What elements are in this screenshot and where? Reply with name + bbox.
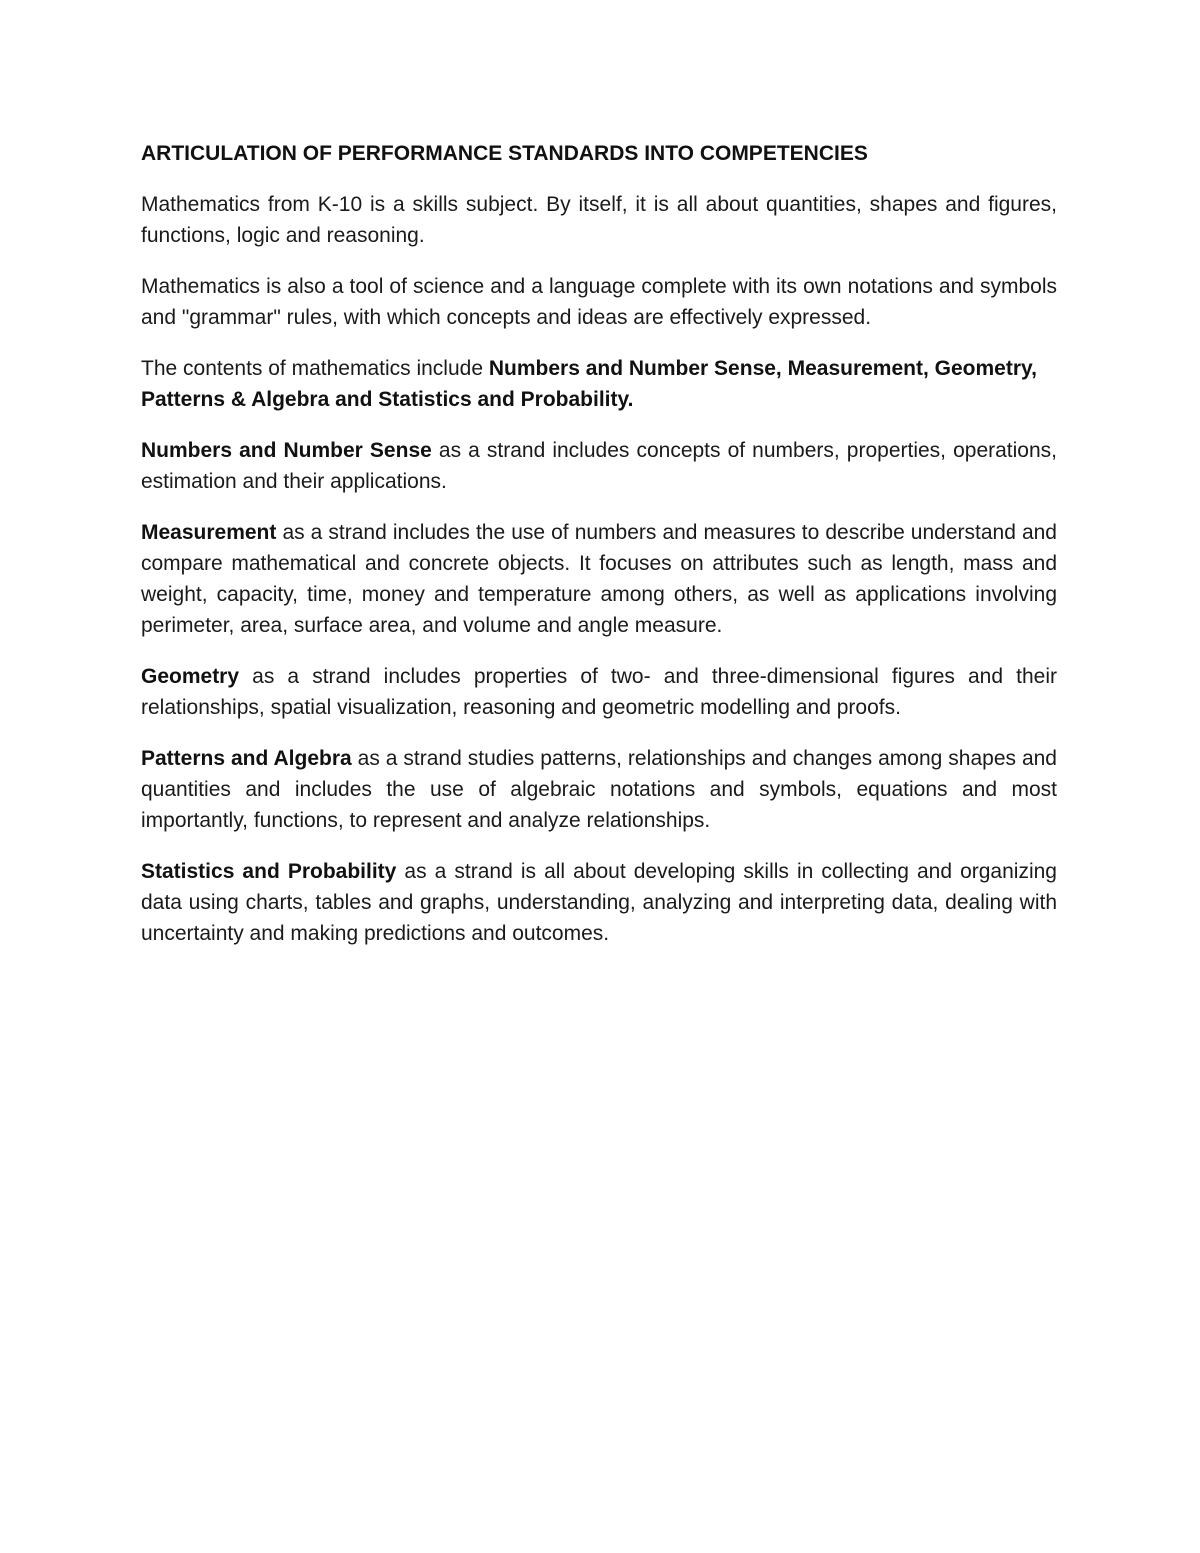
strand-name: Geometry (141, 665, 240, 688)
strand-paragraph-geometry (141, 661, 1057, 723)
strand-description: as a strand studies patterns, relationships and changes among shapes and quantities and includes the use of algebraic notations and symbols, equations and most importantly, functions, to represent and analyze relationships. (141, 747, 1057, 832)
strand-description: as a strand includes concepts of numbers, properties, operations, estimation and their applications. (141, 439, 1057, 493)
strand-description: as a strand is all about developing skills in collecting and organizing data using charts, tables and graphs, understanding, analyzing and interpreting data, dealing with uncertainty and making predictions and outcomes. (141, 860, 1057, 945)
strand-name: Measurement (141, 521, 277, 544)
strand-paragraph-numbers (141, 435, 1057, 497)
strand-name: Numbers and Number Sense (141, 439, 432, 462)
document-page (141, 138, 1057, 969)
strand-paragraph-statistics-probability (141, 856, 1057, 949)
intro-paragraph-2: Mathematics is also a tool of science and a language complete with its own notations and symbols and "grammar" rules, with which concepts and ideas are effectively expressed. (141, 275, 1057, 329)
contents-lead-text: The contents of mathematics include (141, 357, 489, 380)
intro-paragraph-1: Mathematics from K-10 is a skills subject. By itself, it is all about quantities, shapes and figures, functions, logic and reasoning. (141, 193, 1057, 247)
strand-description: as a strand includes properties of two- and three-dimensional figures and their relationships, spatial visualization, reasoning and geometric modelling and proofs. (141, 665, 1057, 719)
strand-name: Patterns and Algebra (141, 747, 352, 770)
strand-paragraph-measurement (141, 517, 1057, 641)
contents-strand-list: Numbers and Number Sense, Measurement, Geometry, Patterns & Algebra and Statistics and Probability. (141, 357, 1037, 411)
strand-paragraph-patterns-algebra (141, 743, 1057, 836)
strand-description: as a strand includes the use of numbers and measures to describe understand and compare mathematical and concrete objects. It focuses on attributes such as length, mass and weight, capacity, time, money and temperature among others, as well as applications involving perimeter, area, surface area, and volume and angle measure. (141, 521, 1057, 637)
contents-paragraph (141, 353, 1057, 415)
strand-name: Statistics and Probability (141, 860, 397, 883)
document-title: ARTICULATION OF PERFORMANCE STANDARDS INTO COMPETENCIES (141, 142, 868, 165)
